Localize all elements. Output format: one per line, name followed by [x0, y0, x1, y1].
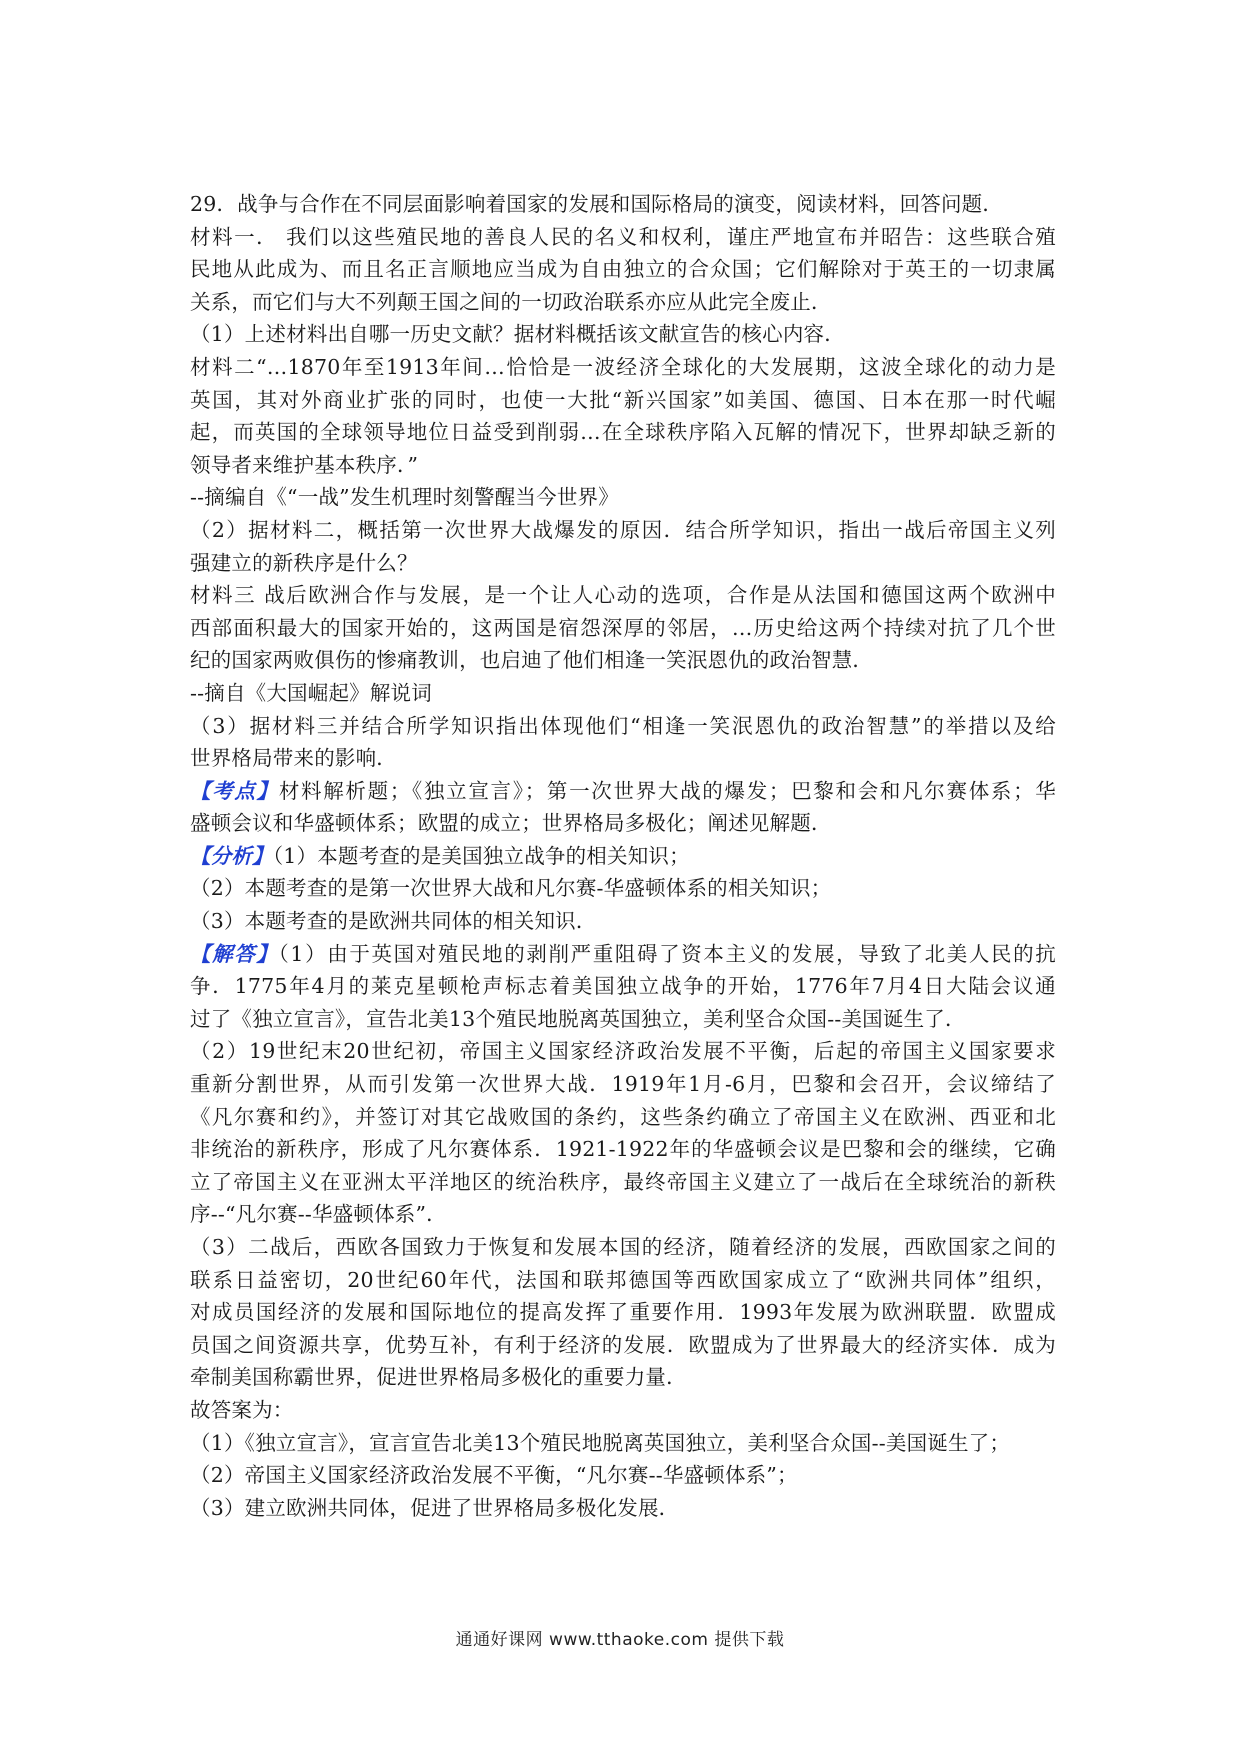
kaodian-label: 【考点】 — [190, 778, 279, 803]
material-2-source: --摘编自《“一战”发生机理时刻警醒当今世界》 — [190, 485, 619, 510]
jieda-line: 联系日益密切，20世纪60年代，法国和联邦德国等西欧国家成立了“欧洲共同体”组织， — [190, 1267, 1056, 1292]
jieda-line: 过了《独立宣言》，宣告北美13个殖民地脱离英国独立，美利坚合众国--美国诞生了． — [190, 1006, 966, 1031]
fenxi-text: （1）本题考查的是美国独立战争的相关知识； — [272, 843, 690, 868]
answer-item: （3）建立欧洲共同体，促进了世界格局多极化发展． — [190, 1495, 680, 1520]
material-3-line: 纪的国家两败俱伤的惨痛教训，也启迪了他们相逢一笑泯恩仇的政治智慧． — [190, 648, 874, 673]
jieda-line: 非统治的新秩序，形成了凡尔赛体系．1921-1922年的华盛顿会议是巴黎和会的继续，它确 — [190, 1137, 1056, 1162]
material-2-line: 起，而英国的全球领导地位日益受到削弱…在全球秩序陷入瓦解的情况下，世界却缺乏新的 — [190, 420, 1056, 445]
jieda-line: （2）19世纪末20世纪初，帝国主义国家经济政治发展不平衡，后起的帝国主义国家要求 — [190, 1039, 1056, 1064]
question-3-line: 世界格局带来的影响． — [190, 746, 397, 771]
jieda-line: 立了帝国主义在亚洲太平洋地区的统治秩序，最终帝国主义建立了一战后在全球统治的新秩 — [190, 1169, 1056, 1194]
material-3-source: --摘自《大国崛起》解说词 — [190, 680, 432, 705]
fenxi-line: （3）本题考查的是欧洲共同体的相关知识． — [190, 909, 597, 934]
question-2-line: （2）据材料二，概括第一次世界大战爆发的原因．结合所学知识，指出一战后帝国主义列 — [190, 517, 1056, 542]
fenxi-label: 【分析】 — [190, 843, 273, 868]
material-3-line: 西部面积最大的国家开始的，这两国是宿怨深厚的邻居，…历史给这两个持续对抗了几个世 — [190, 615, 1056, 640]
answer-item: （2）帝国主义国家经济政治发展不平衡，“凡尔赛--华盛顿体系”； — [190, 1463, 798, 1488]
kaodian-line: 盛顿会议和华盛顿体系；欧盟的成立；世界格局多极化；阐述见解题． — [190, 811, 832, 836]
question-stem: 29．战争与合作在不同层面影响着国家的发展和国际格局的演变，阅读材料，回答问题． — [190, 192, 1004, 216]
material-2-line: 英国，其对外商业扩张的同时，也使一大批“新兴国家”如美国、德国、日本在那一时代崛 — [190, 387, 1056, 412]
jieda-line: 对成员国经济的发展和国际地位的提高发挥了重要作用．1993年发展为欧洲联盟．欧盟成 — [190, 1300, 1056, 1325]
jieda-line: 员国之间资源共享，优势互补，有利于经济的发展．欧盟成为了世界最大的经济实体．成为 — [190, 1332, 1056, 1357]
jieda-line: 争．1775年4月的莱克星顿枪声标志着美国独立战争的开始，1776年7月4日大陆会议通 — [190, 974, 1056, 999]
page-footer: 通通好课网 www.tthaoke.com 提供下载 — [455, 1630, 785, 1650]
jieda-line: 牵制美国称霸世界，促进世界格局多极化的重要力量． — [190, 1365, 687, 1390]
kaodian-line — [190, 775, 1056, 808]
question-3-line: （3）据材料三并结合所学知识指出体现他们“相逢一笑泯恩仇的政治智慧”的举措以及给 — [190, 713, 1056, 738]
jieda-line: 《凡尔赛和约》，并签订对其它战败国的条约，这些条约确立了帝国主义在欧洲、西亚和北 — [190, 1104, 1056, 1129]
jieda-text: （1）由于英国对殖民地的剥削严重阻碍了资本主义的发展，导致了北美人民的抗 — [278, 941, 1056, 966]
answer-heading: 故答案为： — [190, 1397, 294, 1422]
material-1-line: 材料一． 我们以这些殖民地的善良人民的名义和权利，谨庄严地宣布并昭告：这些联合殖 — [190, 224, 1056, 249]
material-1-line: 民地从此成为、而且名正言顺地应当成为自由独立的合众国；它们解除对于英王的一切隶属 — [190, 257, 1056, 282]
material-1-line: 关系，而它们与大不列颠王国之间的一切政治联系亦应从此完全废止． — [190, 289, 832, 314]
fenxi-line: （2）本题考查的是第一次世界大战和凡尔赛-华盛顿体系的相关知识； — [190, 876, 832, 901]
jieda-line: （3）二战后，西欧各国致力于恢复和发展本国的经济，随着经济的发展，西欧国家之间的 — [190, 1235, 1056, 1259]
answer-item: （1）《独立宣言》，宣言宣告北美13个殖民地脱离英国独立，美利坚合众国--美国诞生了； — [190, 1430, 1011, 1455]
material-2-line: 材料二“…1870年至1913年间…恰恰是一波经济全球化的大发展期，这波全球化的动力是 — [190, 354, 1056, 379]
kaodian-text: 材料解析题；《独立宣言》；第一次世界大战的爆发；巴黎和会和凡尔赛体系；华 — [278, 778, 1056, 803]
document-body — [190, 188, 1056, 1524]
question-2-line: 强建立的新秩序是什么？ — [190, 550, 418, 575]
jieda-line — [190, 938, 1056, 971]
material-3-line: 材料三 战后欧洲合作与发展，是一个让人心动的选项，合作是从法国和德国这两个欧洲中 — [190, 583, 1056, 608]
jieda-label: 【解答】 — [190, 941, 279, 966]
fenxi-line — [190, 840, 1056, 873]
question-1: （1）上述材料出自哪一历史文献？据材料概括该文献宣告的核心内容． — [190, 322, 845, 347]
jieda-line: 重新分割世界，从而引发第一次世界大战．1919年1月-6月，巴黎和会召开，会议缔结了 — [190, 1072, 1056, 1097]
material-2-line: 领导者来维护基本秩序．” — [190, 452, 419, 477]
jieda-line: 序--“凡尔赛--华盛顿体系”． — [190, 1202, 447, 1227]
